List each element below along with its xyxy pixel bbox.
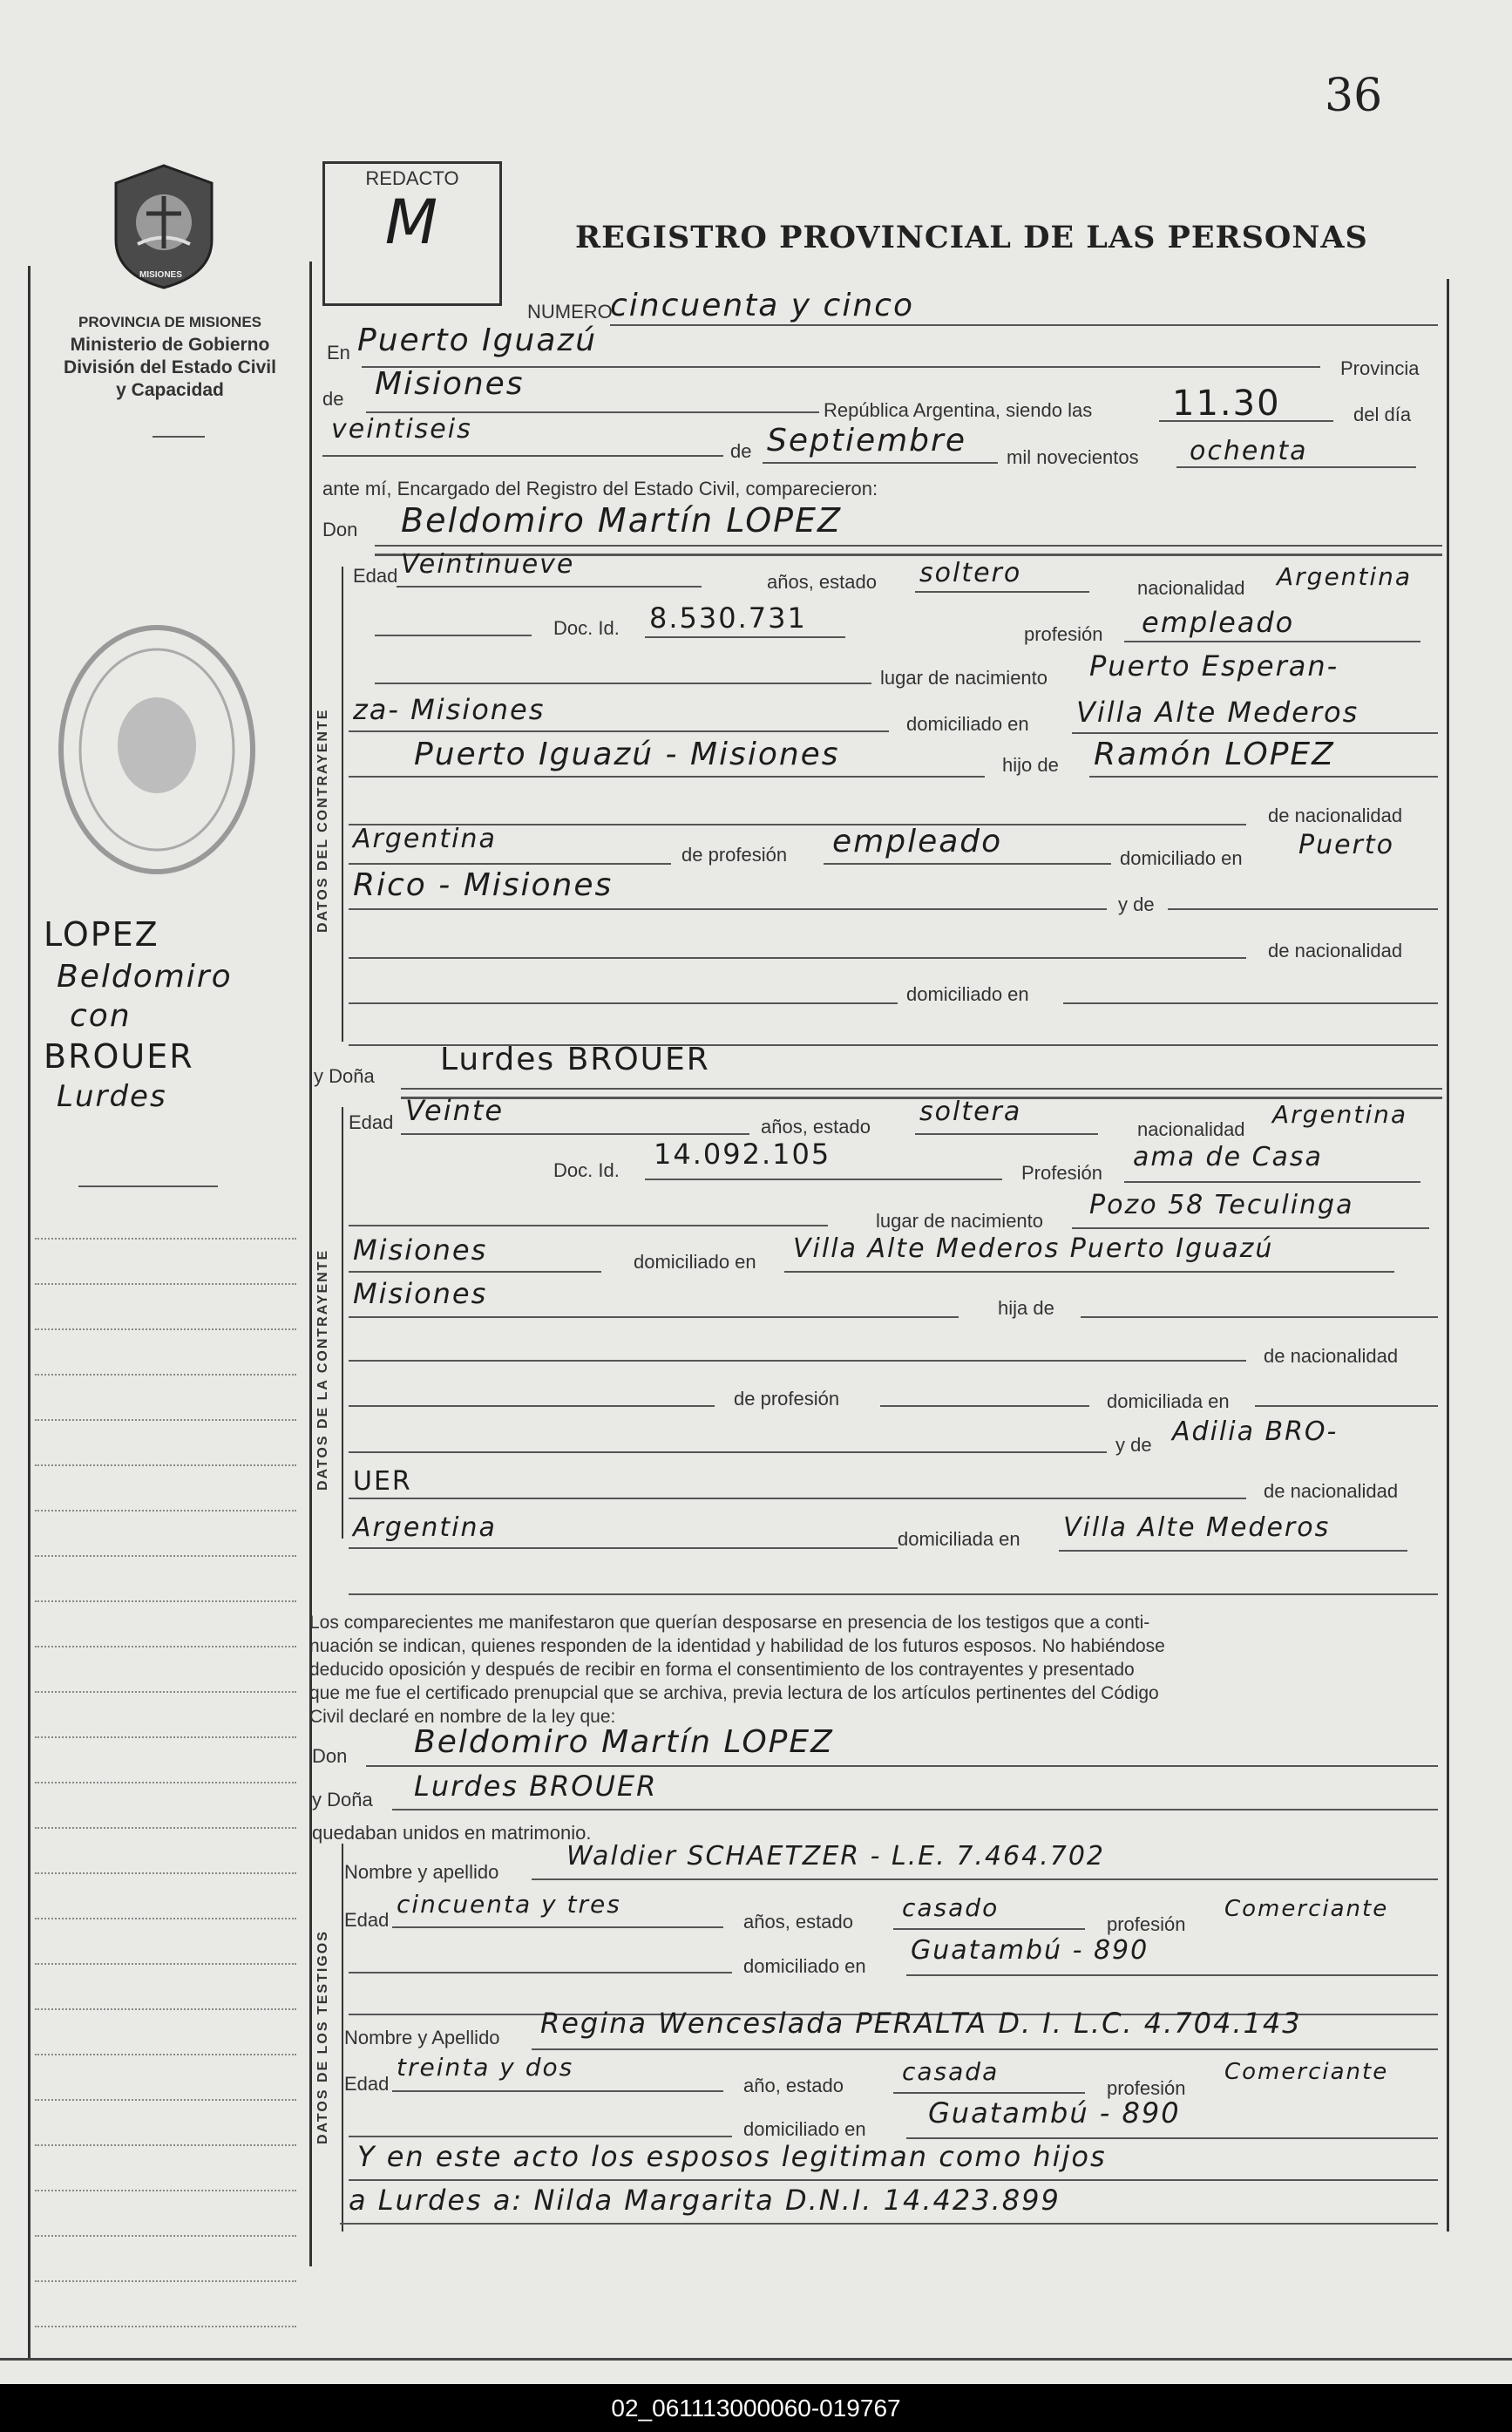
estado2-line xyxy=(915,1133,1098,1135)
page-bottom-border xyxy=(0,2358,1512,2361)
closing-line-1-rule xyxy=(349,2179,1438,2181)
t2-nombre-label: Nombre y Apellido xyxy=(344,2027,500,2048)
margin-rule-line xyxy=(35,2326,296,2327)
doc1-line xyxy=(645,636,845,638)
t1-edad-value: cincuenta y tres xyxy=(397,1890,621,1919)
padre1-nac-value: Argentina xyxy=(353,824,497,854)
margin-rule-line xyxy=(35,2190,296,2191)
hijo-de-label: hijo de xyxy=(1002,754,1059,776)
content-right-border xyxy=(1447,279,1449,2232)
madre2-dom-value: Villa Alte Mederos xyxy=(1063,1512,1331,1543)
margin-rule-line xyxy=(35,1872,296,1874)
margin-note-con: con xyxy=(70,998,132,1034)
testigos-block-border xyxy=(342,1844,343,2232)
left-margin-border xyxy=(28,266,31,2358)
don-value: Beldomiro Martín LOPEZ xyxy=(401,501,843,540)
profesion2-label: Profesión xyxy=(1021,1162,1102,1184)
margin-rule-line xyxy=(35,1827,296,1829)
domiciliado3-label: domiciliado en xyxy=(906,983,1029,1005)
t2-dom-value: Guatambú - 890 xyxy=(928,2096,1181,2130)
t1-estado-line xyxy=(893,1928,1085,1930)
sidebar-capacity: y Capacidad xyxy=(116,380,224,400)
margin-rule-line xyxy=(35,2144,296,2146)
margin-rule-line xyxy=(35,2235,296,2237)
padre1-line xyxy=(1089,776,1438,778)
hora-line xyxy=(1159,420,1333,422)
dom1a-line xyxy=(1072,732,1438,734)
t1-edad-label: Edad xyxy=(344,1909,390,1931)
de-label: de xyxy=(322,388,344,410)
round-stamp xyxy=(52,619,261,880)
madre1-dom-line xyxy=(1063,1002,1438,1004)
margin-rule-line xyxy=(35,2008,296,2010)
t2-edad-line xyxy=(392,2090,723,2092)
don-line xyxy=(375,545,1442,547)
madre2-b-line xyxy=(349,1498,1246,1499)
padre2-nac-pre-line xyxy=(349,1360,1246,1362)
margin-rule-line xyxy=(35,2054,296,2055)
closing-line-2-rule xyxy=(340,2223,1438,2225)
closing-line-1: Y en este acto los esposos legitiman como hijos xyxy=(357,2140,1107,2173)
prof1-line xyxy=(1124,641,1420,642)
y-de1-label: y de xyxy=(1118,893,1155,915)
t2-profesion-label: profesión xyxy=(1107,2077,1186,2099)
margin-rule-line xyxy=(35,1691,296,1693)
paragraph-line: Civil declaré en nombre de la ley que: xyxy=(309,1707,616,1727)
don2-value: Beldomiro Martín LOPEZ xyxy=(414,1724,834,1760)
madre2-nac-value: Argentina xyxy=(353,1512,497,1543)
madre2-a-value: Adilia BRO- xyxy=(1172,1416,1339,1447)
domiciliado4-label: domiciliado en xyxy=(634,1251,756,1273)
anio-value: ochenta xyxy=(1190,436,1308,466)
t1-nombre-line xyxy=(532,1878,1438,1880)
margin-note-surname: LOPEZ xyxy=(44,915,159,954)
margin-rule-line xyxy=(35,1328,296,1330)
de-line xyxy=(366,411,819,413)
edad2-label: Edad xyxy=(349,1111,394,1133)
estado1-value: soltero xyxy=(919,558,1022,588)
t1-nombre-label: Nombre y apellido xyxy=(344,1861,499,1883)
ante-mi-text: ante mí, Encargado del Registro del Estado Civil, comparecieron: xyxy=(322,478,878,499)
de-mes-label: de xyxy=(730,440,752,462)
paragraph-line: nuación se indican, quienes responden de la identidad y habilidad de los futuros esposos. No habiéndose xyxy=(309,1636,1165,1656)
margin-rule-line xyxy=(35,1419,296,1421)
edad1-value: Veintinueve xyxy=(401,549,575,580)
republica-label: República Argentina, siendo las xyxy=(824,399,1093,421)
t2-dom-pre-line xyxy=(349,2136,732,2137)
datos-contrayenta-label: DATOS DE LA CONTRAYENTE xyxy=(315,1248,330,1491)
contrayenta-end-line xyxy=(349,1593,1438,1595)
lugar2-line xyxy=(1072,1227,1429,1229)
margin-rule-line xyxy=(35,1782,296,1783)
don2-line xyxy=(366,1765,1438,1767)
footer-id: 02_061113000060-019767 xyxy=(611,2395,901,2422)
t2-domiciliado-label: domiciliado en xyxy=(743,2118,866,2140)
doc2-value: 14.092.105 xyxy=(654,1138,831,1171)
prof2-value: ama de Casa xyxy=(1133,1142,1323,1172)
margin-rule-line xyxy=(35,1510,296,1512)
madre2-pre-line xyxy=(349,1451,1107,1453)
t2-dom-line xyxy=(906,2137,1438,2139)
declaration-paragraph xyxy=(309,1611,1438,1729)
de-profesion2-label: de profesión xyxy=(734,1388,840,1410)
quedaban-text: quedaban unidos en matrimonio. xyxy=(312,1822,592,1844)
padre1-value: Ramón LOPEZ xyxy=(1094,737,1335,772)
dona2-value: Lurdes BROUER xyxy=(414,1770,658,1803)
en-label: En xyxy=(327,342,350,363)
dom2a-value: Villa Alte Mederos Puerto Iguazú xyxy=(793,1233,1274,1264)
page-title: REGISTRO PROVINCIAL DE LAS PERSONAS xyxy=(575,220,1368,255)
nac2-value: Argentina xyxy=(1272,1100,1408,1129)
t1-profesion-label: profesión xyxy=(1107,1913,1186,1935)
domiciliada2-label: domiciliada en xyxy=(898,1528,1020,1550)
margin-rule-line xyxy=(35,1963,296,1965)
closing-line-2: a Lurdes a: Nilda Margarita D.N.I. 14.423.899 xyxy=(349,2184,1061,2217)
edad1-label: Edad xyxy=(353,565,398,587)
margin-rule-line xyxy=(35,1238,296,1240)
dia-line xyxy=(322,455,723,457)
y-dona2-label: y Doña xyxy=(312,1789,373,1810)
madre1-nac-pre-line xyxy=(349,957,1246,959)
edad2-line xyxy=(401,1133,749,1135)
contrayente-block-border xyxy=(342,567,343,1042)
t1-anos-estado-label: años, estado xyxy=(743,1911,853,1933)
numero-label: NUMERO xyxy=(527,301,613,323)
mes-line xyxy=(763,462,998,464)
margin-note-underline xyxy=(78,1185,218,1187)
dom1a-value: Villa Alte Mederos xyxy=(1076,696,1359,729)
edad1-line xyxy=(397,586,702,588)
madre-of-dona-line xyxy=(1081,1316,1438,1318)
padre1-dom-b-value: Rico - Misiones xyxy=(353,867,614,903)
mes-value: Septiembre xyxy=(767,423,966,459)
t2-nombre-value: Regina Wenceslada PERALTA D. I. L.C. 4.704.143 xyxy=(540,2007,1302,2040)
de-nacionalidad2-label: de nacionalidad xyxy=(1268,940,1403,961)
hija-de-label: hija de xyxy=(998,1297,1054,1319)
madre2-b-value: UER xyxy=(353,1466,412,1497)
lugar-nacimiento2-label: lugar de nacimiento xyxy=(876,1210,1044,1232)
redacto-label: REDACTO xyxy=(365,167,459,189)
doc1-pre-line xyxy=(375,635,532,636)
en-value: Puerto Iguazú xyxy=(357,323,598,358)
padre1-dom-b-line xyxy=(349,908,1107,910)
padre1-nac-line xyxy=(349,863,671,865)
lugar1b-value: za- Misiones xyxy=(353,693,546,726)
anio-line xyxy=(1176,466,1416,468)
lugar1-pre-line xyxy=(375,683,871,684)
paragraph-line: deducido oposición y después de recibir en forma el consentimiento de los contrayentes y presentado xyxy=(309,1660,1135,1680)
margin-note-name: Beldomiro xyxy=(57,959,233,995)
t1-domiciliado-label: domiciliado en xyxy=(743,1955,866,1977)
t2-edad-value: treinta y dos xyxy=(397,2053,574,2082)
numero-line xyxy=(610,324,1438,326)
margin-rule-line xyxy=(35,1600,296,1602)
content-left-border xyxy=(309,262,312,2266)
margin-rule-line xyxy=(35,1736,296,1738)
numero-value: cincuenta y cinco xyxy=(610,288,914,323)
padre2-dom-line xyxy=(1255,1405,1438,1407)
prof2-line xyxy=(1124,1181,1420,1183)
de-value: Misiones xyxy=(375,366,525,402)
de-nacionalidad3-label: de nacionalidad xyxy=(1264,1345,1399,1367)
emblem-text: MISIONES xyxy=(139,270,182,280)
de-nacionalidad1-label: de nacionalidad xyxy=(1268,805,1403,826)
dia-value: veintiseis xyxy=(331,414,472,445)
y-de2-label: y de xyxy=(1115,1434,1152,1456)
margin-note-surname-2: BROUER xyxy=(44,1037,194,1076)
padre1-prof-line xyxy=(824,863,1111,865)
dom1b-line xyxy=(349,776,985,778)
lugar-nacimiento-label: lugar de nacimiento xyxy=(880,667,1048,689)
domiciliado1-label: domiciliado en xyxy=(906,713,1029,735)
dom2b-line xyxy=(349,1316,959,1318)
dona-value: Lurdes BROUER xyxy=(440,1042,710,1077)
estado1-line xyxy=(915,591,1089,593)
lugar2b-value: Misiones xyxy=(353,1233,488,1267)
de-profesion1-label: de profesión xyxy=(681,844,788,866)
t2-estado-value: casada xyxy=(902,2057,1000,2086)
hora-value: 11.30 xyxy=(1172,384,1281,424)
dom2a-line xyxy=(784,1271,1394,1273)
madre1-line xyxy=(1168,908,1438,910)
t1-estado-value: casado xyxy=(902,1893,1000,1922)
del-dia-label: del día xyxy=(1353,404,1412,425)
de-nacionalidad4-label: de nacionalidad xyxy=(1264,1480,1399,1502)
margin-rule-line xyxy=(35,1646,296,1647)
page-number: 36 xyxy=(1325,70,1383,122)
madre2-nac-line xyxy=(349,1547,898,1549)
dona-line xyxy=(401,1088,1442,1090)
t1-edad-line xyxy=(392,1926,723,1928)
margin-rule-line xyxy=(35,1374,296,1376)
t1-dom-value: Guatambú - 890 xyxy=(911,1935,1149,1966)
dona2-line xyxy=(392,1809,1438,1810)
margin-rule-line xyxy=(35,2099,296,2101)
footer-bar xyxy=(0,2384,1512,2432)
estado2-value: soltera xyxy=(919,1097,1022,1127)
sidebar-ministry: Ministerio de Gobierno xyxy=(70,335,270,355)
provincia-label: Provincia xyxy=(1340,357,1420,379)
lugar2b-line xyxy=(349,1271,601,1273)
madre2-dom-line xyxy=(1059,1550,1407,1552)
margin-rule-line xyxy=(35,1555,296,1557)
redacto-initial: M xyxy=(384,187,440,258)
prof1-value: empleado xyxy=(1142,606,1295,639)
don2-label: Don xyxy=(312,1745,348,1767)
lugar1a-value: Puerto Esperan- xyxy=(1089,649,1339,683)
margin-rule-line xyxy=(35,1283,296,1285)
don-label: Don xyxy=(322,519,358,540)
paragraph-line: que me fue el certificado prenupcial que se archiva, previa lectura de los artículos pertinentes del Código xyxy=(309,1683,1159,1703)
redacto-box xyxy=(322,161,502,306)
sidebar-division: División del Estado Civil xyxy=(64,357,276,377)
sidebar-underline xyxy=(153,436,205,438)
datos-contrayente-label: DATOS DEL CONTRAYENTE xyxy=(315,708,330,933)
margin-rule-line xyxy=(35,1464,296,1466)
anos-estado-label: años, estado xyxy=(767,571,877,593)
anos-estado2-label: años, estado xyxy=(761,1116,871,1138)
margin-note-name-2: Lurdes xyxy=(57,1079,167,1114)
padre2-prof-line xyxy=(880,1405,1089,1407)
nac1-value: Argentina xyxy=(1277,562,1413,591)
t2-edad-label: Edad xyxy=(344,2073,390,2095)
paragraph-line: Los comparecientes me manifestaron que querían desposarse en presencia de los testigos que a conti- xyxy=(309,1613,1150,1633)
edad2-value: Veinte xyxy=(405,1094,505,1127)
domiciliada-label: domiciliada en xyxy=(1107,1390,1230,1412)
profesion1-label: profesión xyxy=(1024,623,1103,645)
dom1b-value: Puerto Iguazú - Misiones xyxy=(414,737,840,772)
padre1-dom-a-value: Puerto xyxy=(1298,830,1395,860)
contrayenta-block-border xyxy=(342,1107,343,1539)
nacionalidad2-label: nacionalidad xyxy=(1137,1118,1245,1140)
t1-prof-value: Comerciante xyxy=(1224,1896,1389,1922)
doc1-value: 8.530.731 xyxy=(649,601,807,635)
t1-dom-line xyxy=(906,1974,1438,1976)
nacionalidad1-label: nacionalidad xyxy=(1137,577,1245,599)
lugar2-pre-line xyxy=(349,1225,828,1226)
lugar1b-line xyxy=(349,730,889,732)
t1-nombre-value: Waldier SCHAETZER - L.E. 7.464.702 xyxy=(566,1841,1106,1872)
t2-estado-line xyxy=(893,2092,1085,2094)
t2-ano-estado-label: año, estado xyxy=(743,2075,844,2096)
dom2b-value: Misiones xyxy=(353,1277,488,1310)
y-dona-label: y Doña xyxy=(314,1065,375,1087)
margin-rule-line xyxy=(35,1918,296,1919)
t1-dom-pre-line xyxy=(349,1972,732,1973)
madre1-dom-pre-line xyxy=(349,1002,898,1004)
t2-nombre-line xyxy=(532,2048,1438,2050)
doc2-label: Doc. Id. xyxy=(553,1159,620,1181)
mil-novecientos-label: mil novecientos xyxy=(1007,446,1139,468)
lugar2-value: Pozo 58 Teculinga xyxy=(1089,1190,1354,1220)
provincial-emblem xyxy=(103,161,225,292)
datos-testigos-label: DATOS DE LOS TESTIGOS xyxy=(315,1930,330,2144)
margin-rule-line xyxy=(35,2280,296,2282)
domiciliado2-label: domiciliado en xyxy=(1120,847,1243,869)
sidebar-province: PROVINCIA DE MISIONES xyxy=(78,314,261,330)
padre2-prof-pre-line xyxy=(349,1405,715,1407)
doc1-label: Doc. Id. xyxy=(553,617,620,639)
padre1-prof-value: empleado xyxy=(832,824,1003,859)
doc2-line xyxy=(645,1179,1002,1180)
t2-prof-value: Comerciante xyxy=(1224,2059,1389,2085)
